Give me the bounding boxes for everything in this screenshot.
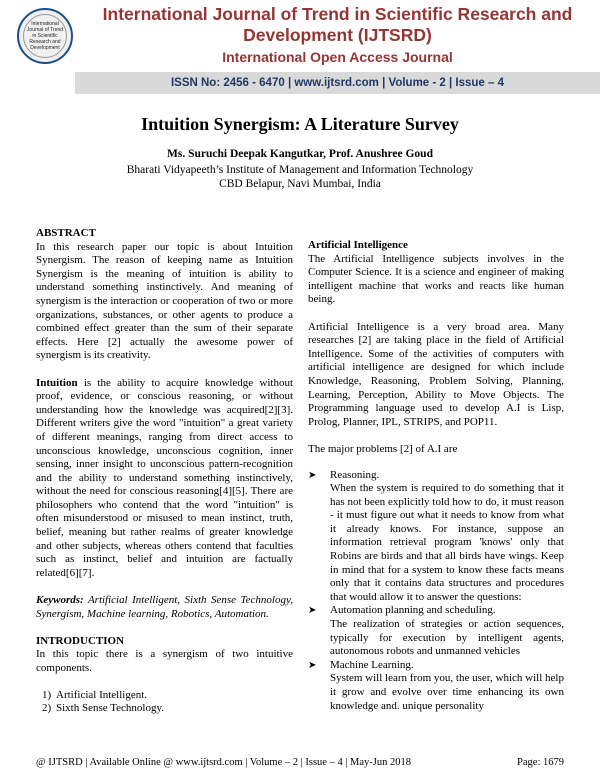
component-list xyxy=(36,689,293,716)
journal-title: International Journal of Trend in Scientific Research and Development (IJTSRD) xyxy=(102,4,573,45)
page-number: Page: 1679 xyxy=(517,757,564,768)
arrow-bullet-icon: ➤ xyxy=(308,605,317,617)
list-item xyxy=(36,689,293,703)
ai-text-1: The Artificial Intelligence subjects involves in the Computer Science. It is a science and engineer of making intelligent machine that works and reacts like human being. xyxy=(308,252,564,306)
list-item xyxy=(308,604,564,658)
list-number: 1) xyxy=(42,688,52,701)
intuition-text: is the ability to acquire knowledge without proof, evidence, or conscious reasoning, or without understanding how the knowledge was acquired[2][3]. Different writers give the word "intuition" a great variety of different meanings, ranging from direct access to unconscious knowledge, unconscious cognition, inner sensing, inner insight to unconscious pattern-recognition and the ability to understand something instinctively, without the need for conscious reasoning[4][5]. There are philosophers who contend that the word "intuition" is often misunderstood or misused to mean instinct, truth, belief, meaning but rather realms of greater knowledge and other subjects, whereas others contend that faculties such as instinct, belief and intuition are factually related[6][7]. xyxy=(36,376,293,579)
ai-text-2: Artificial Intelligence is a very broad area. Many researches [2] are taking place in the field of Artificial Intelligence. Some of the activities of computers with artificial intelligence are designed for which include Knowledge, Reasoning, Problem Solving, Planning, Learning, Perception, Ability to Move Objects. The Programming language used to develop A.I is Lisp, Prolog, Planner, IPL, STRIPS, and POP11. xyxy=(308,320,564,428)
right-column xyxy=(308,239,564,713)
keywords xyxy=(36,594,293,621)
abstract-text: In this research paper our topic is about Intuition Synergism. The reason of keeping name as Intuition Synergism is the meaning of intuition is ability to understand something instinctively. And meaning of synergism is the interaction or cooperation of two or more organizations, substances, or other agents to produce a combined effect greater than the sum of their separate effects. Here [2] actually the awesome power of synergism is its creativity. xyxy=(36,240,293,362)
logo-text: International Journal of Trend in Scientific Research and Development xyxy=(23,14,67,58)
bullet-title: Automation planning and scheduling. xyxy=(330,604,496,617)
intro-text: In this topic there is a synergism of two intuitive components. xyxy=(36,648,293,674)
journal-subtitle: International Open Access Journal xyxy=(222,49,453,65)
paper-authors: Ms. Suruchi Deepak Kangutkar, Prof. Anushree Goud xyxy=(167,148,433,160)
list-text: Artificial Intelligent. xyxy=(56,688,148,701)
abstract-heading: ABSTRACT xyxy=(36,227,96,239)
list-item xyxy=(308,469,564,605)
arrow-bullet-icon: ➤ xyxy=(308,659,317,671)
bullet-text: System will learn from you, the user, which will help it grow and evolve over time enhancing its own knowledge and. unique personality xyxy=(330,672,564,712)
paper-title: Intuition Synergism: A Literature Survey xyxy=(141,114,459,134)
bullet-title: Machine Learning. xyxy=(330,658,414,671)
bullet-text: When the system is required to do something that it has not been explicitly told how to do, it must reason - it must figure out what it needs to know from what it already knows. For instance, suppose an information retrieval program 'knows' only that Robins are birds and that all birds have wings. Keep in mind that for a system to know these facts means only that it contains data structures and procedures that would allow it to answer the questions: xyxy=(330,482,564,603)
affiliation-line-2: CBD Belapur, Navi Mumbai, India xyxy=(219,178,381,190)
intro-heading: INTRODUCTION xyxy=(36,634,125,647)
keywords-label: Keywords: xyxy=(36,594,84,607)
keywords-text: Artificial Intelligent, Sixth Sense Technology, Synergism, Machine learning, Robotics, Automation. xyxy=(36,594,293,620)
paper-affiliation xyxy=(0,163,600,191)
left-column xyxy=(36,227,293,716)
bullet-text: The realization of strategies or action sequences, typically for execution by intelligent agents, autonomous robots and unmanned vehicles xyxy=(330,618,564,658)
arrow-bullet-icon: ➤ xyxy=(308,469,317,481)
intuition-term: Intuition xyxy=(36,376,78,389)
journal-logo xyxy=(17,8,73,64)
affiliation-line-1: Bharati Vidyapeeth’s Institute of Management and Information Technology xyxy=(126,164,474,176)
list-item xyxy=(36,702,293,716)
list-text: Sixth Sense Technology. xyxy=(56,702,165,715)
intuition-paragraph xyxy=(36,377,293,581)
page-footer xyxy=(36,757,564,768)
problems-list xyxy=(308,469,564,714)
issn-bar: ISSN No: 2456 - 6470 | www.ijtsrd.com | Volume - 2 | Issue – 4 xyxy=(75,72,600,94)
ai-heading: Artificial Intelligence xyxy=(308,239,408,251)
problems-intro: The major problems [2] of A.I are xyxy=(308,442,458,455)
bullet-title: Reasoning. xyxy=(330,468,380,481)
list-number: 2) xyxy=(42,702,52,715)
journal-banner xyxy=(0,0,600,100)
list-item xyxy=(308,659,564,713)
footer-citation: @ IJTSRD | Available Online @ www.ijtsrd.com | Volume – 2 | Issue – 4 | May-Jun 2018 xyxy=(36,757,412,768)
